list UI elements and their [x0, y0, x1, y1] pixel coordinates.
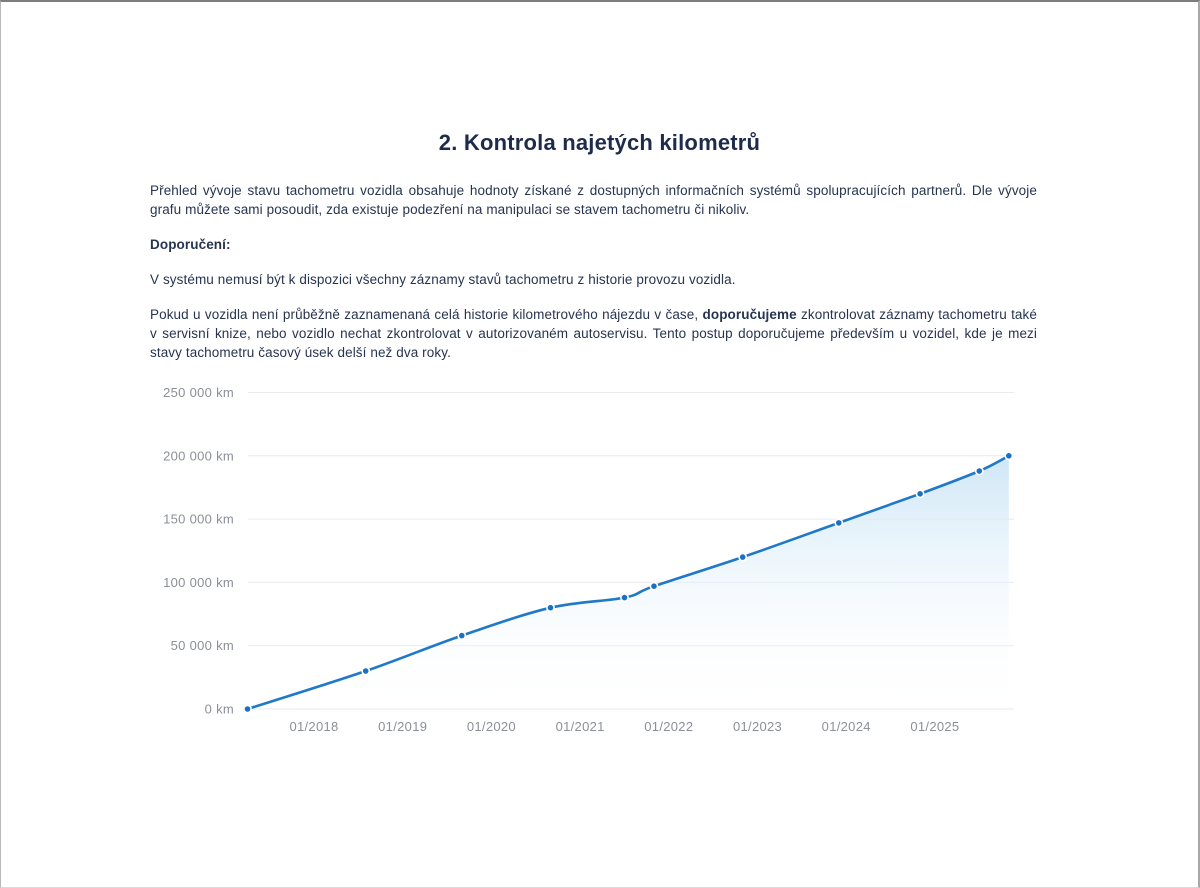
advice-text-post: zkontrolovat záznamy tachometru také v servisní knize, nebo vozidlo nechat zkontrolovat v autorizovaném autoservisu. Tento postup doporučujeme především u vozidel, kde je mezi stavy tachometru časový úsek delší než dva roky.	[150, 307, 1037, 360]
odometer-data-point	[244, 705, 251, 712]
advice-text-bold: doporučujeme	[702, 307, 797, 322]
y-axis-tick-label: 250 000 km	[163, 385, 234, 400]
x-axis-tick-label: 01/2024	[821, 719, 871, 734]
y-axis-tick-label: 100 000 km	[163, 574, 234, 590]
recommendation-heading: Doporučení:	[150, 237, 231, 252]
odometer-data-point	[739, 554, 746, 561]
odometer-history-chart	[151, 385, 1031, 745]
page-title: 2. Kontrola najetých kilometrů	[438, 130, 761, 155]
x-axis-tick-label: 01/2020	[466, 719, 516, 734]
x-axis-tick-label: 01/2019	[378, 719, 428, 734]
odometer-data-point	[835, 519, 842, 526]
y-axis-tick-label: 200 000 km	[163, 448, 234, 464]
odometer-data-point	[650, 583, 657, 590]
section-text	[150, 181, 1037, 378]
y-axis-tick-label: 0 km	[204, 701, 234, 717]
x-axis-tick-label: 01/2018	[289, 719, 339, 734]
note-paragraph: V systému nemusí být k dispozici všechny záznamy stavů tachometru z historie provozu vozidla.	[150, 272, 736, 287]
advice-paragraph	[150, 305, 1037, 362]
y-axis-tick-label: 150 000 km	[163, 511, 234, 527]
odometer-data-point	[1005, 452, 1012, 459]
odometer-data-point	[621, 594, 628, 601]
odometer-data-point	[976, 467, 983, 474]
x-axis-tick-label: 01/2023	[732, 719, 783, 734]
x-axis-tick-label: 01/2022	[644, 719, 694, 734]
odometer-chart-canvas	[151, 385, 1031, 745]
x-axis-tick-label: 01/2025	[910, 719, 960, 734]
odometer-data-point	[547, 604, 554, 611]
odometer-data-point	[362, 667, 369, 674]
x-axis-tick-label: 01/2021	[555, 719, 605, 734]
y-axis-tick-label: 50 000 km	[170, 638, 234, 654]
advice-text-pre: Pokud u vozidla není průběžně zaznamenaná celá historie kilometrového nájezdu v čase,	[150, 307, 703, 322]
odometer-data-point	[917, 490, 924, 497]
odometer-data-point	[458, 632, 465, 639]
intro-paragraph: Přehled vývoje stavu tachometru vozidla obsahuje hodnoty získané z dostupných informačních systémů spolupracujících partnerů. Dle vývoje grafu můžete sami posoudit, zda existuje podezření na manipulaci se stavem tachometru či nikoliv.	[150, 183, 1037, 217]
